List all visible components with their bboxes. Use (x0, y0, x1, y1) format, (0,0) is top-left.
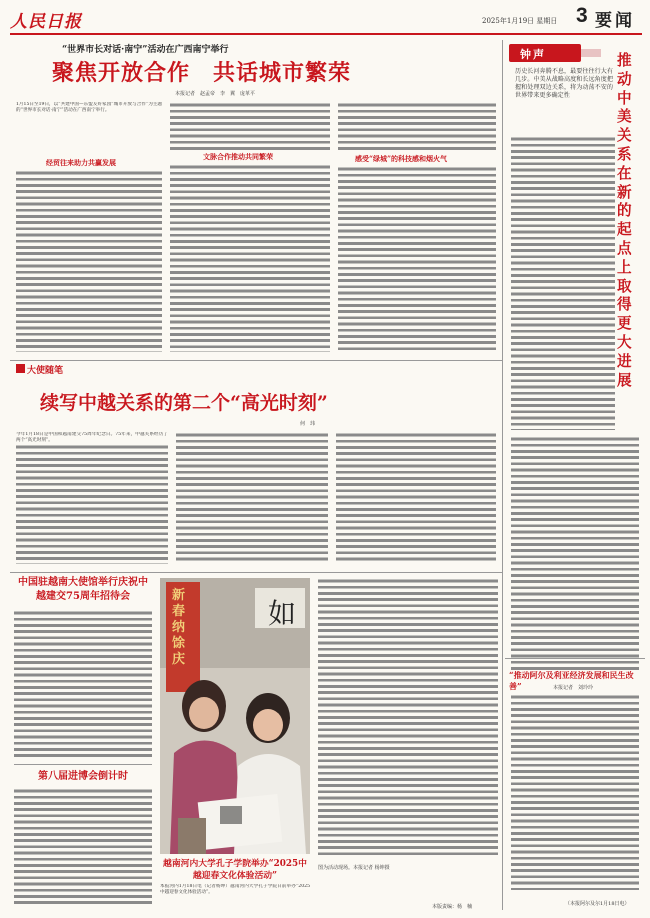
lead-paragraph: 1月15日至19日，以“共建中国—东盟友好家园”城市开放与合作”为主题的“世界市长对话·南宁”活动在广西南宁举行。 (16, 102, 162, 114)
column-tag: 钟声 (520, 48, 546, 61)
lead-kicker: “世界市长对话·南宁”活动在广西南宁举行 (62, 45, 229, 55)
right-headline: “推动阿尔及利亚经济发展和民生改善” (509, 670, 634, 691)
masthead-logo: 人民日报 (10, 12, 82, 32)
page-number: 3 (576, 4, 588, 27)
photo-caption-paragraph: 本报河内1月18日电（记者杨坤）越南河内大学孔子学院日前举办“2025中越迎春文化体验活动”。 (160, 884, 310, 896)
lead-byline: 本报记者 赵孟帝 李 翼 庞革平 (175, 91, 256, 97)
vertical-divider (502, 40, 503, 910)
lead-column-2 (170, 102, 330, 152)
photo-sign-text: 如 (268, 597, 297, 630)
section-name: 要闻 (595, 11, 635, 31)
news-2-title: 第八届进博会倒计时 (38, 771, 128, 782)
column-summary: 历史长河奔腾不息，最要往往行大有几步。中美从战略高度和长远角度把握和处理双边关系，将为动荡不安的世界带来更多确定性 (515, 68, 613, 99)
column-title: 推动中美关系在新的起点上取得更大进展 (617, 52, 632, 389)
photo-caption-body (160, 884, 310, 910)
envoy-column-1 (16, 432, 168, 564)
envoy-column-3 (336, 432, 496, 564)
envoy-headline: 续写中越关系的第二个“高光时刻” (40, 392, 328, 414)
news-2-body (14, 788, 152, 906)
column-body-1 (511, 136, 615, 430)
lead-subhead-1: 经贸往来助力共赢发展 (46, 158, 116, 167)
short-news (0, 574, 160, 914)
lead-column-2b (170, 164, 330, 352)
envoy-article (0, 362, 502, 570)
news-divider (14, 764, 152, 765)
envoy-paragraph: 今年1月18日是中国和越南建交75周年纪念日。75年来，中越关系经历了两个“高光时刻”。 (16, 432, 168, 444)
lead-intro (16, 102, 162, 158)
right-body (511, 694, 639, 890)
photo-credit: 图为活动现场。本报记者 杨坤摄 (318, 865, 390, 871)
lead-bottom-rule (10, 360, 502, 361)
column-tag-bar (581, 49, 601, 57)
right-top-rule (505, 658, 645, 659)
news-1-title: 中国驻越南大使馆举行庆祝中越建交75周年招待会 (18, 577, 148, 602)
photo-caption (160, 856, 310, 914)
envoy-tag-box (16, 364, 25, 373)
column-body-2 (511, 436, 639, 670)
right-credit: （本报阿尔及尔1月18日电） (565, 901, 630, 907)
right-byline: 本报记者 刘玲玲 (553, 685, 594, 691)
envoy-byline: 何 玮 (300, 421, 316, 427)
lead-column-3b (338, 166, 496, 352)
column-article (505, 40, 645, 640)
envoy-tag: 大使随笔 (27, 366, 64, 376)
photo-caption-title: 越南河内大学孔子学院举办“2025中越迎春文化体验活动” (163, 859, 307, 881)
photo-banner-text: 新春纳馀庆 (172, 588, 186, 667)
envoy-bottom-rule (10, 572, 502, 573)
news-photo (160, 578, 310, 854)
right-article (505, 660, 645, 910)
lead-column-1 (16, 170, 162, 352)
envoy-column-2 (176, 432, 328, 564)
lead-article (0, 0, 502, 360)
lead-subhead-2: 文脉合作推动共同繁荣 (203, 152, 273, 161)
lead-subhead-3: 感受“绿城”的科技感和烟火气 (355, 154, 448, 163)
photo-story-text (318, 578, 498, 856)
footer-editor: 本版责编：杨 楠 (432, 904, 473, 910)
lead-column-3 (338, 102, 496, 150)
masthead-date: 2025年1月19日 星期日 (482, 17, 558, 25)
lead-headline: 聚焦开放合作 共话城市繁荣 (52, 60, 352, 86)
news-1-body (14, 610, 152, 760)
